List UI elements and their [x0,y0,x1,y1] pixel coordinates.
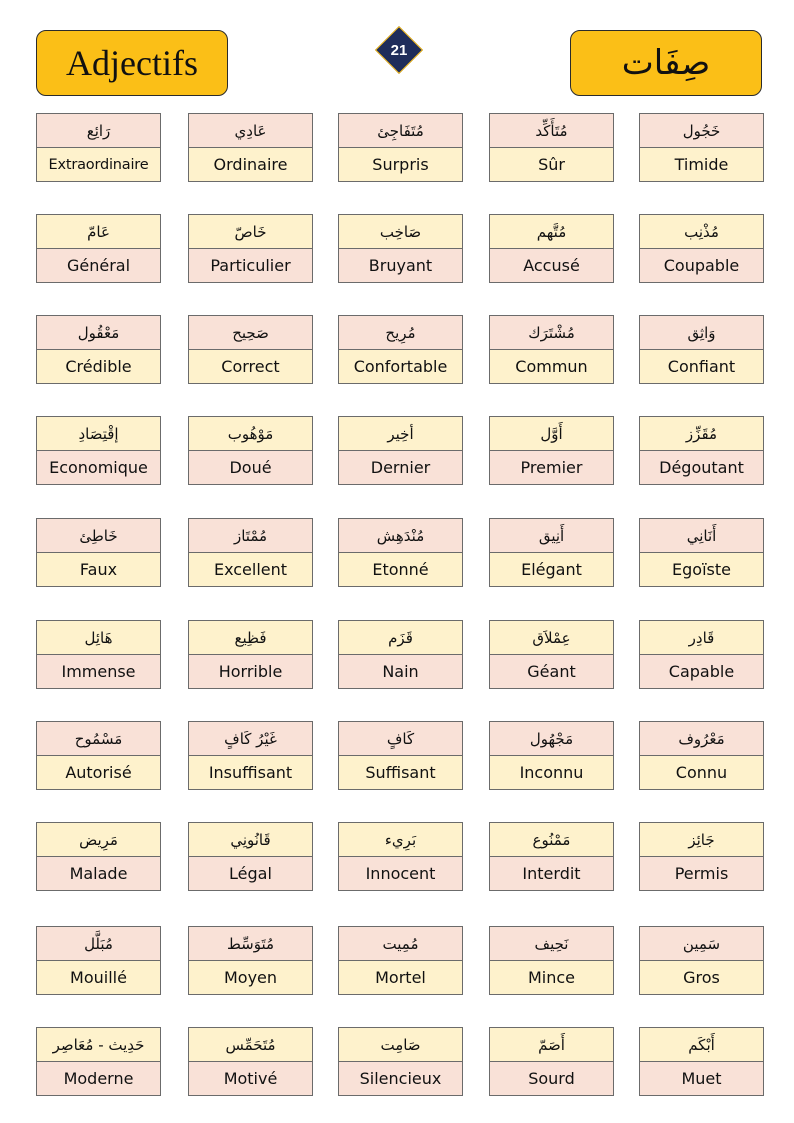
arabic-word: مُمْتَاز [189,519,312,553]
arabic-word: مُذْنِب [640,215,763,249]
arabic-word: مُتَوَسِّط [189,927,312,961]
arabic-word: عِمْلاَق [490,621,613,655]
vocab-card [639,113,764,182]
arabic-word: مَعْرُوف [640,722,763,756]
vocab-card [338,113,463,182]
arabic-word: مُتَّهم [490,215,613,249]
french-word: Inconnu [490,756,613,789]
page-number: 21 [390,41,408,59]
vocab-card [188,926,313,995]
french-word: Sourd [490,1062,613,1095]
french-word: Malade [37,857,160,890]
arabic-word: صَامِت [339,1028,462,1062]
french-word: Elégant [490,553,613,586]
arabic-word: نَحِيف [490,927,613,961]
vocab-card [338,926,463,995]
arabic-word: خَجُول [640,114,763,148]
french-word: Autorisé [37,756,160,789]
vocab-card [188,113,313,182]
arabic-word: قَزَم [339,621,462,655]
vocab-card [489,315,614,384]
vocab-card [338,1027,463,1096]
french-word: Dernier [339,451,462,484]
french-word: Premier [490,451,613,484]
arabic-word: وَاثِق [640,316,763,350]
arabic-word: قَانُونِي [189,823,312,857]
arabic-word: مُشْتَرَك [490,316,613,350]
arabic-word: مَجْهُول [490,722,613,756]
vocab-card [639,1027,764,1096]
vocab-card [338,518,463,587]
french-word: Confiant [640,350,763,383]
arabic-word: مَرِيض [37,823,160,857]
arabic-word: مَسْمُوح [37,722,160,756]
french-word: Moderne [37,1062,160,1095]
arabic-word: مُمِيت [339,927,462,961]
arabic-word: قَادِر [640,621,763,655]
vocab-card [188,518,313,587]
french-word: Confortable [339,350,462,383]
arabic-word: رَائِع [37,114,160,148]
french-word: Géant [490,655,613,688]
arabic-word: أخِير [339,417,462,451]
french-word: Connu [640,756,763,789]
french-word: Etonné [339,553,462,586]
vocab-card [188,721,313,790]
vocab-card [36,315,161,384]
arabic-word: صَحِيح [189,316,312,350]
vocab-card [188,315,313,384]
french-word: Muet [640,1062,763,1095]
vocab-card [639,214,764,283]
arabic-word: مُنْدَهِش [339,519,462,553]
vocab-card [489,721,614,790]
vocab-card [639,620,764,689]
arabic-word: مُرِيح [339,316,462,350]
french-word: Bruyant [339,249,462,282]
french-word: Timide [640,148,763,181]
french-word: Interdit [490,857,613,890]
french-word: Silencieux [339,1062,462,1095]
arabic-word: خَاصّ [189,215,312,249]
arabic-title: صِفَات [570,30,762,96]
vocab-card [489,822,614,891]
french-word: Capable [640,655,763,688]
vocab-card [338,822,463,891]
arabic-word: مُتَفَاجِئ [339,114,462,148]
arabic-word: مَعْقُول [37,316,160,350]
arabic-word: كَافٍ [339,722,462,756]
arabic-word: أَوَّل [490,417,613,451]
arabic-word: إقْتِصَادِ [37,417,160,451]
french-word: Moyen [189,961,312,994]
french-word: Gros [640,961,763,994]
arabic-word: هَائِل [37,621,160,655]
vocab-card [36,416,161,485]
french-word: Surpris [339,148,462,181]
vocab-card [639,822,764,891]
french-word: Mortel [339,961,462,994]
vocab-card [489,926,614,995]
vocab-card [489,416,614,485]
arabic-word: صَاخِب [339,215,462,249]
arabic-word: جَائِز [640,823,763,857]
vocab-card [338,620,463,689]
vocab-card [36,113,161,182]
vocab-card [36,214,161,283]
french-word: Correct [189,350,312,383]
vocab-card [36,518,161,587]
french-word: Mouillé [37,961,160,994]
french-word: Particulier [189,249,312,282]
french-word: Extraordinaire [37,148,160,181]
arabic-word: عَادِي [189,114,312,148]
vocab-card [338,315,463,384]
french-word: Mince [490,961,613,994]
vocab-card [36,620,161,689]
vocab-card [36,926,161,995]
arabic-word: غَيْرُ كَافٍ [189,722,312,756]
french-word: Nain [339,655,462,688]
vocab-card [36,1027,161,1096]
vocab-card [338,214,463,283]
vocab-card [489,620,614,689]
french-word: Insuffisant [189,756,312,789]
french-word: Egoïste [640,553,763,586]
vocab-card [36,822,161,891]
french-word: Doué [189,451,312,484]
french-word: Coupable [640,249,763,282]
french-word: Légal [189,857,312,890]
vocab-card [338,416,463,485]
french-word: Commun [490,350,613,383]
vocab-card [489,1027,614,1096]
arabic-word: أَصَمّ [490,1028,613,1062]
french-word: Economique [37,451,160,484]
french-word: Général [37,249,160,282]
french-word: Immense [37,655,160,688]
vocab-card [489,113,614,182]
vocab-card [639,315,764,384]
arabic-word: فَظِيع [189,621,312,655]
french-word: Ordinaire [189,148,312,181]
french-word: Accusé [490,249,613,282]
french-word: Excellent [189,553,312,586]
vocab-card [188,822,313,891]
vocab-card [639,518,764,587]
vocab-card [338,721,463,790]
vocab-card [489,518,614,587]
arabic-word: مُتَأَكِّد [490,114,613,148]
vocab-card [639,926,764,995]
vocab-card [188,214,313,283]
arabic-word: عَامّ [37,215,160,249]
arabic-word: مُقَزِّز [640,417,763,451]
vocab-card [489,214,614,283]
french-title: Adjectifs [36,30,228,96]
vocab-card [188,1027,313,1096]
arabic-word: مُبَلَّل [37,927,160,961]
vocab-card [36,721,161,790]
arabic-word: مَوْهُوب [189,417,312,451]
french-word: Crédible [37,350,160,383]
french-word: Motivé [189,1062,312,1095]
french-word: Innocent [339,857,462,890]
arabic-word: أَنَانِي [640,519,763,553]
french-word: Dégoutant [640,451,763,484]
arabic-word: بَرِيء [339,823,462,857]
arabic-word: أَبْكَم [640,1028,763,1062]
french-word: Faux [37,553,160,586]
arabic-word: سَمِين [640,927,763,961]
arabic-word: حَدِيث - مُعَاصِر [37,1028,160,1062]
vocab-card [188,620,313,689]
french-word: Suffisant [339,756,462,789]
vocab-card [188,416,313,485]
arabic-word: خَاطِئ [37,519,160,553]
arabic-word: مُتَحَمِّس [189,1028,312,1062]
arabic-word: أَنِيق [490,519,613,553]
french-word: Sûr [490,148,613,181]
french-word: Horrible [189,655,312,688]
arabic-word: مَمْنُوع [490,823,613,857]
french-word: Permis [640,857,763,890]
vocab-card [639,721,764,790]
vocab-card [639,416,764,485]
